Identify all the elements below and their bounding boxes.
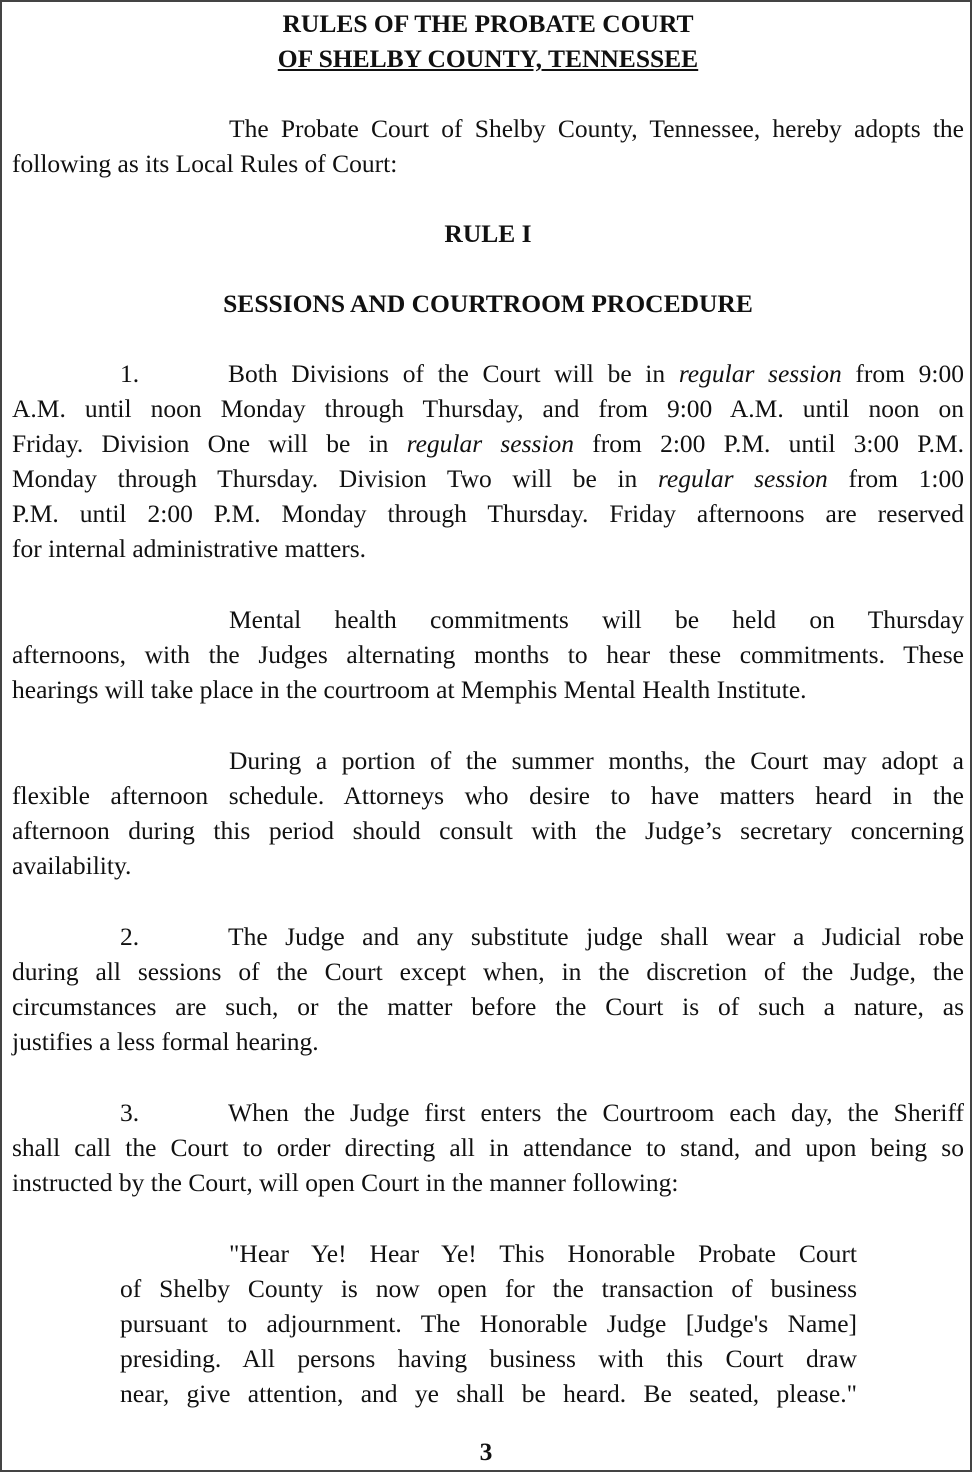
para1-l4-a: Monday through Thursday. Division Two will be in xyxy=(12,464,658,493)
quote-line-3: pursuant to adjournment. The Honorable Judge [Judge's Name] xyxy=(120,1309,857,1338)
rule-subheading: SESSIONS AND COURTROOM PROCEDURE xyxy=(223,289,753,318)
para1-l1-italic: regular session xyxy=(678,359,842,388)
title-line-2 xyxy=(12,41,964,76)
para1-l3-italic: regular session xyxy=(406,429,575,458)
mental-line-1: Mental health commitments will be held on Thursday xyxy=(229,605,964,634)
rule-heading: RULE I xyxy=(444,219,532,248)
para1-l4-italic: regular session xyxy=(657,464,828,493)
para2-l1-text: The Judge and any substitute judge shall wear a Judicial robe xyxy=(228,922,964,951)
para1-l1-a: Both Divisions of the Court will be in xyxy=(228,359,679,388)
quote-line-5: near, give attention, and ye shall be heard. Be seated, please." xyxy=(120,1379,857,1408)
para1-line-1 xyxy=(12,356,964,391)
para1-line-3 xyxy=(12,426,964,461)
para1-l3-a: Friday. Division One will be in xyxy=(12,429,407,458)
para2-line-3: circumstances are such, or the matter before the Court is of such a nature, as xyxy=(12,992,964,1021)
quote-line-1: "Hear Ye! Hear Ye! This Honorable Probate Court xyxy=(229,1239,857,1268)
para1-line-2: A.M. until noon Monday through Thursday, and from 9:00 A.M. until noon on xyxy=(12,394,964,423)
para1-l4-b: from 1:00 xyxy=(827,464,964,493)
para2-line-1 xyxy=(12,919,964,954)
para2-line-2: during all sessions of the Court except when, in the discretion of the Judge, the xyxy=(12,957,964,986)
para3-line-1 xyxy=(12,1095,964,1130)
intro-line-2: following as its Local Rules of Court: xyxy=(12,149,398,178)
para1-line-5: P.M. until 2:00 P.M. Monday through Thursday. Friday afternoons are reserved xyxy=(12,499,964,528)
intro-line-1: The Probate Court of Shelby County, Tennessee, hereby adopts the xyxy=(229,114,964,143)
summer-line-3: afternoon during this period should consult with the Judge’s secretary concerning xyxy=(12,816,964,845)
para2-line-4: justifies a less formal hearing. xyxy=(12,1027,319,1056)
quote-line-2: of Shelby County is now open for the transaction of business xyxy=(120,1274,857,1303)
para3-l1-text: When the Judge first enters the Courtroom each day, the Sheriff xyxy=(228,1098,964,1127)
para1-l3-b: from 2:00 P.M. until 3:00 P.M. xyxy=(574,429,964,458)
page-number: 3 xyxy=(479,1437,493,1466)
summer-line-4: availability. xyxy=(12,851,132,880)
para2-number: 2. xyxy=(120,922,140,951)
para3-line-2: shall call the Court to order directing all in attendance to stand, and upon being so xyxy=(12,1133,964,1162)
summer-line-1: During a portion of the summer months, the Court may adopt a xyxy=(229,746,964,775)
mental-line-3: hearings will take place in the courtroom at Memphis Mental Health Institute. xyxy=(12,675,807,704)
title-line-2-text: OF SHELBY COUNTY, TENNESSEE xyxy=(277,44,699,73)
para3-line-3: instructed by the Court, will open Court in the manner following: xyxy=(12,1168,679,1197)
para1-l1-b: from 9:00 xyxy=(841,359,964,388)
para3-number: 3. xyxy=(120,1098,140,1127)
title-line-1: RULES OF THE PROBATE COURT xyxy=(282,9,694,38)
summer-line-2: flexible afternoon schedule. Attorneys who desire to have matters heard in the xyxy=(12,781,964,810)
para1-number: 1. xyxy=(120,359,140,388)
quote-line-4: presiding. All persons having business with this Court draw xyxy=(120,1344,857,1373)
para1-line-4 xyxy=(12,461,964,496)
mental-line-2: afternoons, with the Judges alternating months to hear these commitments. These xyxy=(12,640,964,669)
para1-line-6: for internal administrative matters. xyxy=(12,534,367,563)
